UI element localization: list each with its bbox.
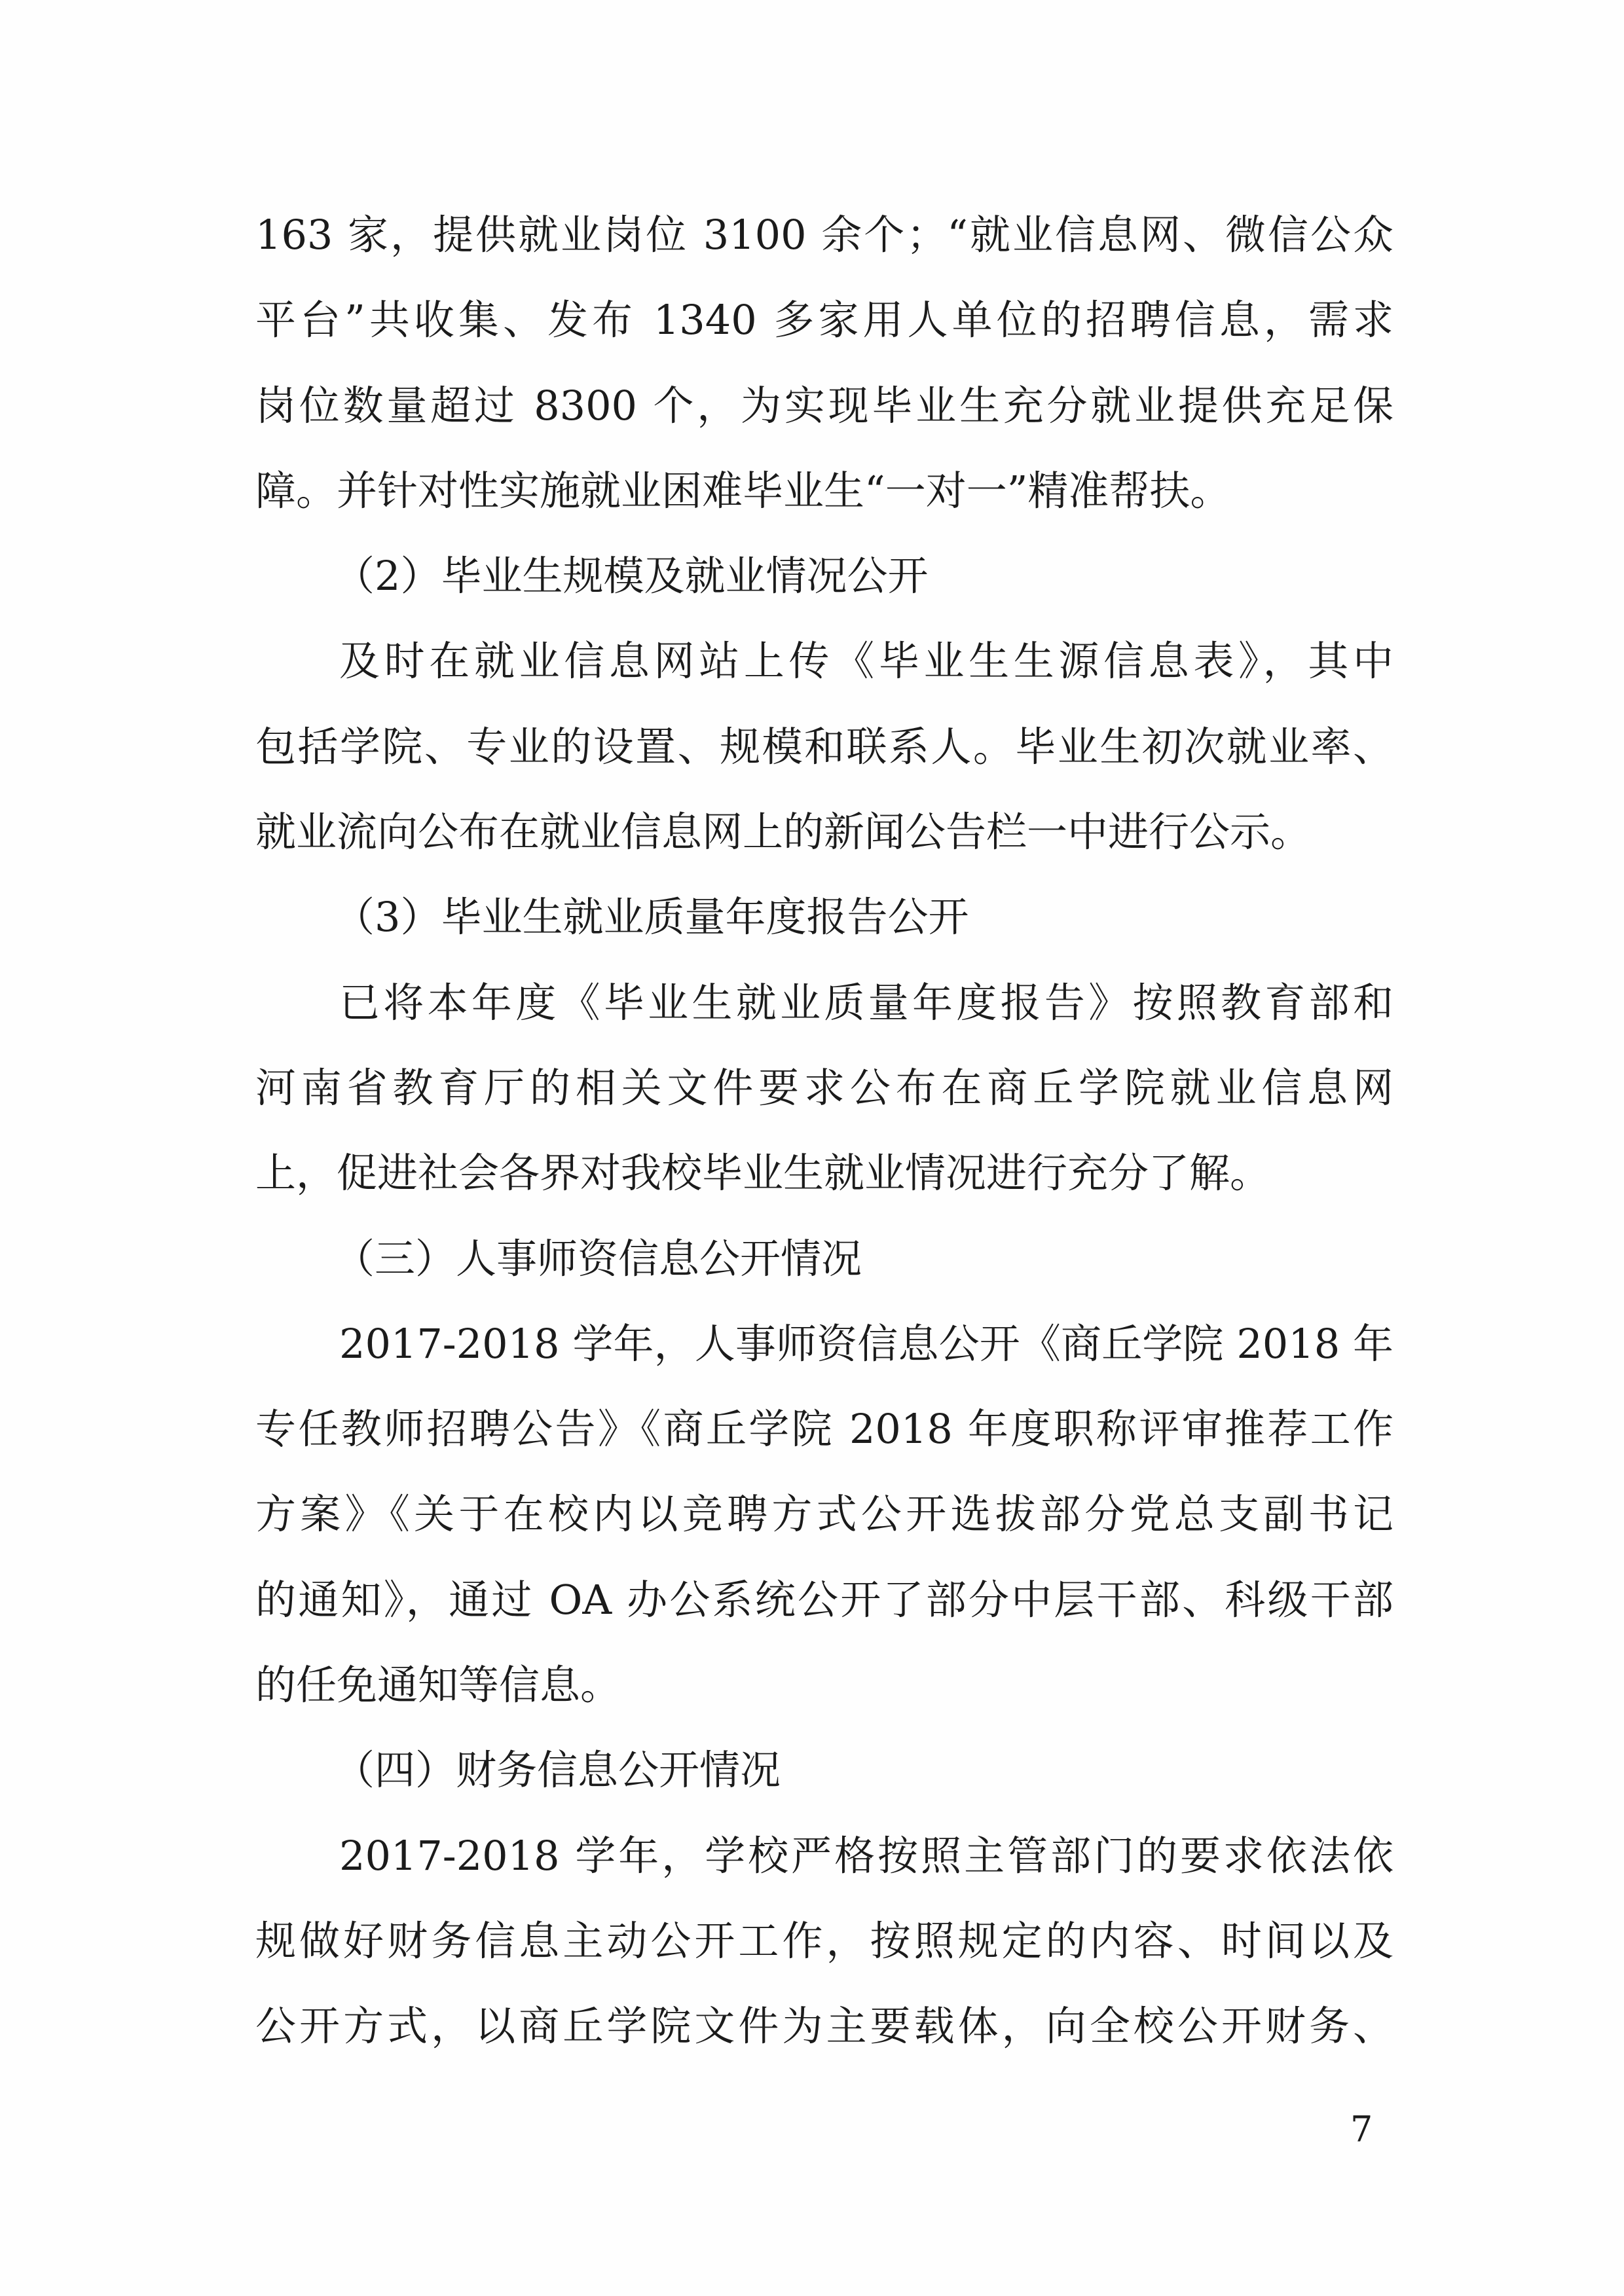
document-body <box>255 192 1393 2069</box>
section-heading-employment-scale: （2）毕业生规模及就业情况公开 <box>334 552 929 600</box>
paragraph-employment-scale <box>255 619 1393 875</box>
text-line: 障。并针对性实施就业困难毕业生“一对一”精准帮扶。 <box>255 466 1231 515</box>
text-line: 2017-2018 学年，人事师资信息公开《商丘学院 2018 年 <box>339 1319 1393 1368</box>
section-heading-finance: （四）财务信息公开情况 <box>334 1746 781 1795</box>
text-line: 的任免通知等信息。 <box>255 1661 621 1709</box>
page-number: 7 <box>1350 2109 1373 2150</box>
text-line: 包括学院、专业的设置、规模和联系人。毕业生初次就业率、 <box>255 722 1393 771</box>
text-line: 平台”共收集、发布 1340 多家用人单位的招聘信息，需求 <box>255 296 1393 344</box>
section-heading-quality-report: （3）毕业生就业质量年度报告公开 <box>334 893 969 941</box>
section-heading-personnel: （三）人事师资信息公开情况 <box>334 1234 862 1283</box>
text-line: 公开方式，以商丘学院文件为主要载体，向全校公开财务、 <box>255 2002 1393 2050</box>
paragraph-finance <box>255 1813 1393 2069</box>
text-line: 上，促进社会各界对我校毕业生就业情况进行充分了解。 <box>255 1149 1271 1197</box>
text-line: 就业流向公布在就业信息网上的新闻公告栏一中进行公示。 <box>255 808 1312 856</box>
text-line: 河南省教育厅的相关文件要求公布在商丘学院就业信息网 <box>255 1063 1393 1112</box>
paragraph-continued <box>255 192 1393 534</box>
text-line: 的通知》，通过 OA 办公系统公开了部分中层干部、科级干部 <box>255 1575 1393 1624</box>
text-line: 规做好财务信息主动公开工作，按照规定的内容、时间以及 <box>255 1916 1393 1965</box>
text-line: 岗位数量超过 8300 个，为实现毕业生充分就业提供充足保 <box>255 381 1393 429</box>
paragraph-personnel <box>255 1302 1393 1728</box>
text-line: 已将本年度《毕业生就业质量年度报告》按照教育部和 <box>339 978 1393 1027</box>
text-line: 163 家，提供就业岗位 3100 余个；“就业信息网、微信公众 <box>255 211 1393 259</box>
paragraph-quality-report <box>255 960 1393 1216</box>
text-line: 2017-2018 学年，学校严格按照主管部门的要求依法依 <box>339 1831 1393 1880</box>
text-line: 及时在就业信息网站上传《毕业生生源信息表》，其中 <box>339 637 1393 685</box>
text-line: 专任教师招聘公告》《商丘学院 2018 年度职称评审推荐工作 <box>255 1405 1393 1453</box>
text-line: 方案》《关于在校内以竞聘方式公开选拔部分党总支副书记 <box>255 1490 1393 1539</box>
